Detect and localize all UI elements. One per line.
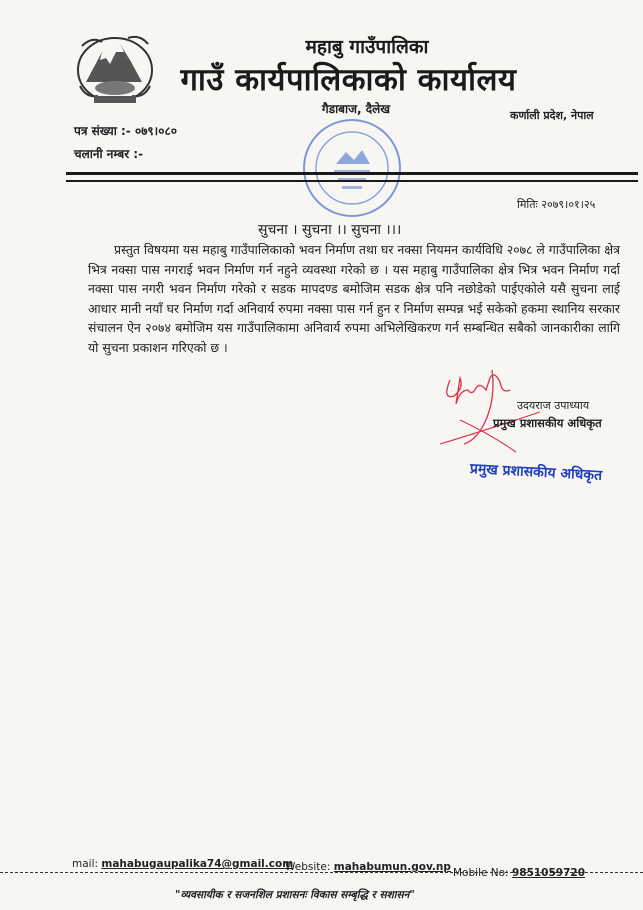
office-stamp [296,112,408,224]
signatory-title: प्रमुख प्रशासकीय अधिकृत [493,416,602,430]
footer-mobile-number: 9851059720 [511,867,586,879]
footer-email [72,858,293,870]
signatory-name: उदयराज उपाध्याय [517,399,590,412]
footer-email-link[interactable]: mahabugaupalika74@gmail.com [101,858,294,870]
letter-date: मितिः २०७९।०१।२५ [517,198,596,211]
letter-reference-number: पत्र संख्या :- ०७९।०८० [74,124,177,138]
footer-email-label: mail: [72,858,99,870]
municipality-name: महाबु गाउँपालिका [305,36,429,58]
dispatch-number: चलानी नम्बर :- [74,147,144,161]
nepal-emblem-logo [72,26,158,106]
header-divider-thick [66,172,638,175]
footer-website-link[interactable]: mahabumun.gov.np [333,861,451,873]
footer-mobile-label: Mobile No: [453,867,509,879]
province-name: कर्णाली प्रदेश, नेपाल [510,109,594,122]
header-divider-thin [66,180,638,182]
signatory-seal-stamp: प्रमुख प्रशासकीय अधिकृत [469,461,603,484]
footer-mobile [453,867,585,879]
footer-website-label: Website: [285,861,331,873]
office-location: गैडाबाज, दैलेख [321,102,391,116]
footer-slogan: "व्यवसायीक र सजनशिल प्रशासनः विकास सम्बृद्धि र सशासन" [175,889,415,901]
footer-divider [0,872,643,873]
office-name: गाउँ कार्यपालिकाको कार्यालय [180,62,517,98]
notice-body: प्रस्तुत विषयमा यस महाबु गाउँपालिकाको भवन निर्माण तथा घर नक्सा नियमन कार्यविधि २०७८ ले गाउँपालिका क्षेत्र भित्र नक्सा पास नगराई भवन निर्माण गर्न नहुने व्यवस्था गरेको छ । यस महाबु गाउँपालिका क्षेत्र भित्र भवन निर्माण गर्दा नक्सा पास नगरी भवन निर्माण गरेको र सडक मापदण्ड बमोजिम सडक क्षेत्र पनि नछोडेको पाईएकोले यसै सुचना लाई आधार मानी नयाँ घर निर्माण गर्दा अनिवार्य रुपमा नक्सा पास गर्न हुन र निर्माण सम्पन्न भई सकेको हकमा स्थानिय सरकार संचालन ऐन २०७४ बमोजिम यस गाउँपालिकामा अनिवार्य रुपमा अभिलेखिकरण गर्न सम्बन्धित सबैको जानकारीका लागि यो सुचना प्रकाशन गरिएको छ । [88,242,620,355]
notice-title: सुचना । सुचना ।। सुचना ।।। [258,222,402,238]
